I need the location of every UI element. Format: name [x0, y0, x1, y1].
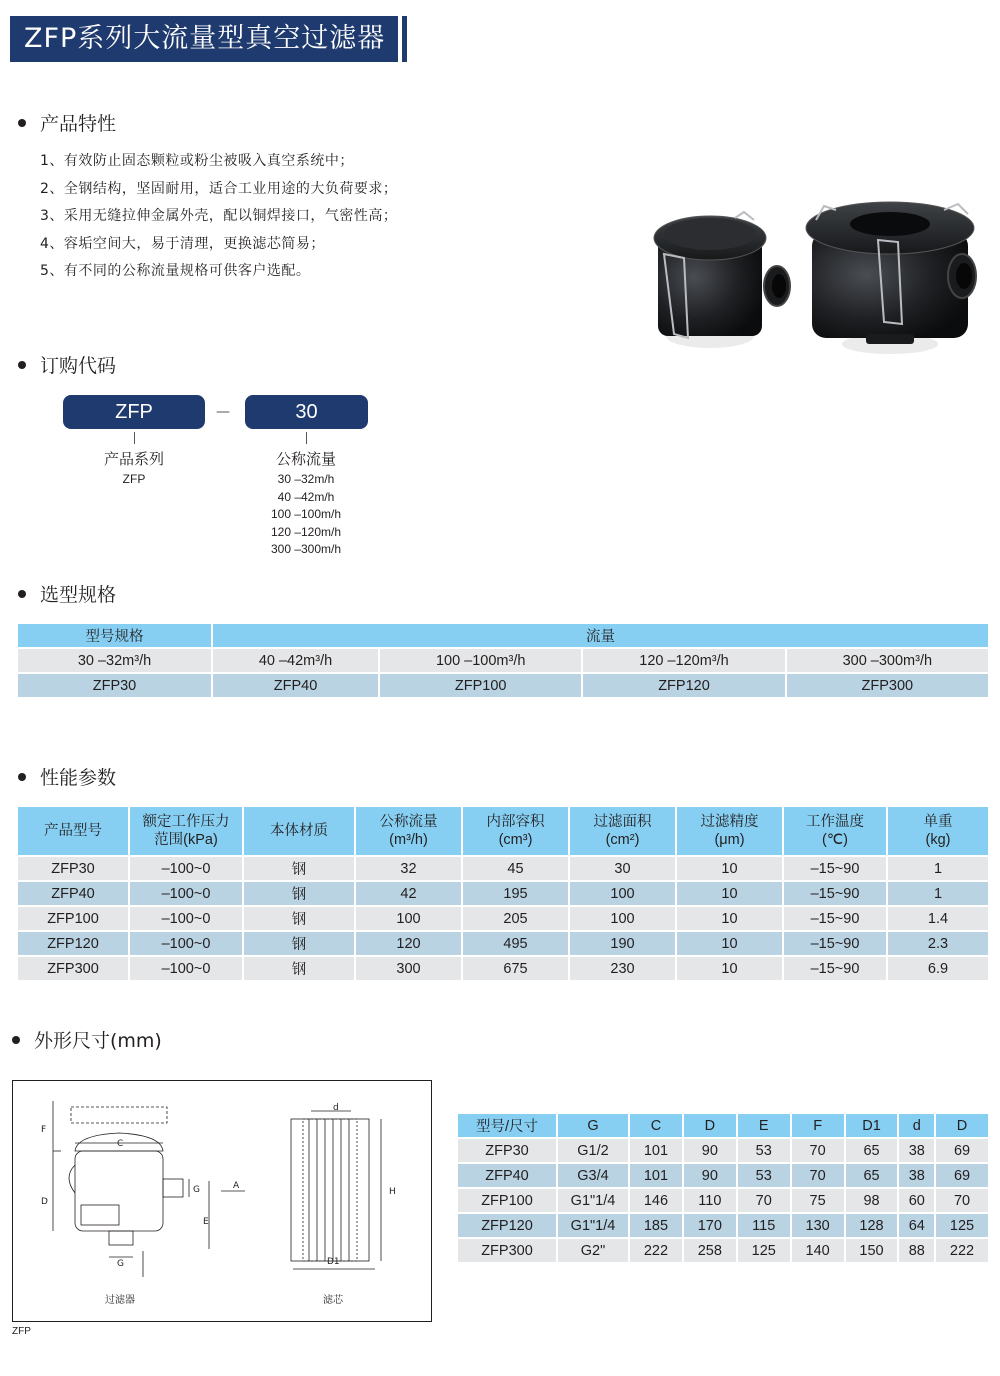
feature-item: 2、全钢结构，坚固耐用，适合工业用途的大负荷要求；	[40, 180, 398, 197]
performance-table	[16, 805, 990, 982]
series-code-box: ZFP	[63, 395, 205, 429]
table-row	[458, 1139, 988, 1162]
table-cell: 150	[846, 1239, 898, 1262]
bullet-icon	[18, 773, 26, 781]
dimension-body	[458, 1139, 988, 1262]
table-cell: 10	[677, 907, 782, 930]
table-header-cell: D	[936, 1114, 988, 1137]
table-cell: ZFP40	[458, 1164, 556, 1187]
table-cell: 53	[738, 1164, 790, 1187]
table-cell: 222	[936, 1239, 988, 1262]
table-cell: 100 –100m³/h	[380, 649, 581, 672]
table-row	[18, 932, 988, 955]
table-header-cell: F	[792, 1114, 844, 1137]
table-header-cell	[463, 807, 568, 855]
table-cell: ZFP30	[18, 674, 211, 697]
flow-option: 120 –120m/h	[270, 524, 342, 539]
table-cell: 70	[936, 1189, 988, 1212]
table-cell: ZFP120	[583, 674, 784, 697]
bullet-icon	[12, 1036, 20, 1044]
table-cell: 1.4	[888, 907, 988, 930]
flow-tick	[306, 432, 307, 444]
table-row	[18, 674, 988, 697]
table-cell: G1"1/4	[558, 1189, 628, 1212]
table-cell: ZFP120	[458, 1214, 556, 1237]
table-cell: –15~90	[784, 907, 886, 930]
product-photo	[640, 196, 980, 366]
table-header-cell: d	[899, 1114, 934, 1137]
drawing-footer: ZFP	[12, 1326, 31, 1337]
header-line: (cm³)	[498, 832, 533, 848]
table-row	[18, 649, 988, 672]
header-line: 公称流量	[379, 814, 438, 830]
table-cell: 钢	[244, 957, 354, 980]
table-cell: 30 –32m³/h	[18, 649, 211, 672]
table-cell: 125	[738, 1239, 790, 1262]
dim-label-E: E	[203, 1217, 209, 1227]
table-cell: 101	[630, 1139, 682, 1162]
bullet-icon	[18, 590, 26, 598]
table-cell: ZFP300	[458, 1239, 556, 1262]
bullet-icon	[18, 119, 26, 127]
section-selection-heading	[18, 580, 116, 607]
flow-option: 300 –300m/h	[270, 542, 342, 556]
table-cell: 222	[630, 1239, 682, 1262]
table-cell: 120 –120m³/h	[583, 649, 784, 672]
table-header-cell	[570, 807, 675, 855]
table-cell: 38	[899, 1164, 934, 1187]
section-order-heading	[18, 351, 116, 378]
table-cell: ZFP30	[18, 857, 128, 880]
table-cell: G2"	[558, 1239, 628, 1262]
table-header-cell: 流量	[213, 624, 988, 647]
table-cell: 190	[570, 932, 675, 955]
header-line: (μm)	[714, 832, 745, 848]
table-header-cell	[888, 807, 988, 855]
header-line: 过滤面积	[593, 814, 652, 830]
section-dimensions-heading	[12, 1026, 162, 1053]
table-cell: G1/2	[558, 1139, 628, 1162]
table-cell: 675	[463, 957, 568, 980]
table-cell: G1"1/4	[558, 1214, 628, 1237]
flow-option: 40 –42m/h	[277, 489, 335, 504]
table-cell: 100	[570, 907, 675, 930]
header-line: 过滤精度	[700, 814, 759, 830]
feature-item: 4、容垢空间大，易于清理，更换滤芯简易；	[40, 235, 325, 252]
table-cell: ZFP100	[458, 1189, 556, 1212]
table-cell: 1	[888, 882, 988, 905]
table-cell: 70	[738, 1189, 790, 1212]
table-cell: 185	[630, 1214, 682, 1237]
table-header-cell: G	[558, 1114, 628, 1137]
flow-options	[246, 471, 366, 559]
table-header-cell: 型号规格	[18, 624, 211, 647]
dimension-drawing	[12, 1080, 432, 1322]
table-cell: 140	[792, 1239, 844, 1262]
table-cell: 130	[792, 1214, 844, 1237]
table-header-cell	[18, 807, 128, 855]
selection-table	[16, 622, 990, 699]
table-header-row	[458, 1114, 988, 1137]
table-cell: 钢	[244, 882, 354, 905]
features-heading-text: 产品特性	[40, 113, 117, 135]
table-cell: ZFP40	[18, 882, 128, 905]
table-cell: 53	[738, 1139, 790, 1162]
feature-item: 5、有不同的公称流量规格可供客户选配。	[40, 263, 311, 280]
table-cell: –15~90	[784, 957, 886, 980]
table-cell: 128	[846, 1214, 898, 1237]
title-bar-accent	[402, 16, 407, 62]
table-cell: 60	[899, 1189, 934, 1212]
table-cell: 205	[463, 907, 568, 930]
table-cell: 101	[630, 1164, 682, 1187]
code-dash: —	[216, 404, 230, 420]
series-tick	[134, 432, 135, 444]
table-row	[458, 1164, 988, 1187]
table-cell: 6.9	[888, 957, 988, 980]
table-cell: 69	[936, 1139, 988, 1162]
header-line: (cm²)	[605, 832, 640, 848]
table-cell: ZFP100	[18, 907, 128, 930]
table-cell: 75	[792, 1189, 844, 1212]
table-header-cell	[677, 807, 782, 855]
table-cell: 495	[463, 932, 568, 955]
table-cell: 90	[684, 1164, 736, 1187]
table-cell: 100	[356, 907, 461, 930]
table-header-cell	[356, 807, 461, 855]
feature-item: 1、有效防止固态颗粒或粉尘被吸入真空系统中；	[40, 153, 354, 169]
table-cell: 40 –42m³/h	[213, 649, 378, 672]
dim-label-F: F	[41, 1125, 47, 1135]
table-cell: 钢	[244, 932, 354, 955]
table-row	[18, 907, 988, 930]
table-cell: 98	[846, 1189, 898, 1212]
series-value: ZFP	[122, 472, 146, 486]
table-cell: ZFP120	[18, 932, 128, 955]
table-header-cell: C	[630, 1114, 682, 1137]
dimension-table	[456, 1112, 990, 1264]
table-cell: 65	[846, 1139, 898, 1162]
table-cell: –100~0	[130, 932, 242, 955]
table-header-cell	[130, 807, 242, 855]
performance-heading-text: 性能参数	[40, 767, 117, 789]
page-title: ZFP系列大流量型真空过滤器	[10, 16, 398, 62]
table-row	[18, 857, 988, 880]
table-cell: 70	[792, 1164, 844, 1187]
performance-body	[18, 857, 988, 980]
flow-caption: 公称流量	[275, 450, 336, 468]
table-cell: 钢	[244, 907, 354, 930]
table-cell: ZFP30	[458, 1139, 556, 1162]
table-cell: G3/4	[558, 1164, 628, 1187]
table-cell: 钢	[244, 857, 354, 880]
table-cell: 2.3	[888, 932, 988, 955]
table-cell: 38	[899, 1139, 934, 1162]
table-header-cell: E	[738, 1114, 790, 1137]
table-cell: 70	[792, 1139, 844, 1162]
dim-label-A: A	[233, 1181, 240, 1191]
table-row	[458, 1189, 988, 1212]
table-cell: 10	[677, 857, 782, 880]
table-cell: 10	[677, 932, 782, 955]
table-cell: 64	[899, 1214, 934, 1237]
table-cell: ZFP100	[380, 674, 581, 697]
table-cell: 65	[846, 1164, 898, 1187]
feature-item: 3、采用无缝拉伸金属外壳，配以铜焊接口，气密性高；	[40, 208, 398, 225]
table-cell: –15~90	[784, 857, 886, 880]
selection-heading-text: 选型规格	[40, 584, 117, 606]
table-cell: 10	[677, 882, 782, 905]
bullet-icon	[18, 361, 26, 369]
table-row	[18, 957, 988, 980]
table-cell: –15~90	[784, 932, 886, 955]
flow-option: 100 –100m/h	[270, 507, 342, 521]
filter-caption: 过滤器	[105, 1295, 135, 1306]
dim-label-G-bottom: G	[117, 1259, 124, 1269]
table-header-cell: 型号/尺寸	[458, 1114, 556, 1137]
table-row	[458, 1214, 988, 1237]
table-cell: 300 –300m³/h	[787, 649, 988, 672]
table-cell: 32	[356, 857, 461, 880]
header-line: 内部容积	[486, 814, 545, 830]
table-cell: 10	[677, 957, 782, 980]
header-line: 产品型号	[44, 823, 102, 839]
header-line: 工作温度	[806, 814, 864, 830]
table-cell: 146	[630, 1189, 682, 1212]
table-cell: 42	[356, 882, 461, 905]
table-cell: 125	[936, 1214, 988, 1237]
table-cell: ZFP40	[213, 674, 378, 697]
table-cell: 45	[463, 857, 568, 880]
table-cell: 300	[356, 957, 461, 980]
dim-label-D1: D1	[327, 1257, 340, 1267]
table-cell: 1	[888, 857, 988, 880]
dimensions-heading-text: 外形尺寸(mm)	[34, 1030, 162, 1052]
table-cell: 90	[684, 1139, 736, 1162]
header-line: (℃)	[822, 832, 848, 848]
table-header-cell	[784, 807, 886, 855]
section-performance-heading	[18, 763, 116, 790]
table-header-cell: D	[684, 1114, 736, 1137]
element-caption: 滤芯	[323, 1295, 343, 1306]
flow-option: 30 –32m/h	[277, 472, 335, 486]
dim-label-D: D	[41, 1197, 48, 1207]
table-row	[18, 882, 988, 905]
table-cell: 69	[936, 1164, 988, 1187]
table-cell: ZFP300	[787, 674, 988, 697]
table-cell: –100~0	[130, 857, 242, 880]
dim-label-H: H	[389, 1187, 396, 1197]
table-cell: 170	[684, 1214, 736, 1237]
header-line: 本体材质	[270, 823, 328, 839]
feature-list	[40, 148, 397, 286]
table-cell: –15~90	[784, 882, 886, 905]
header-line: 额定工作压力	[142, 814, 230, 830]
table-cell: 115	[738, 1214, 790, 1237]
table-cell: 30	[570, 857, 675, 880]
header-line: 单重	[923, 814, 953, 830]
table-header-row	[18, 807, 988, 855]
dim-label-C: C	[117, 1139, 124, 1149]
section-features-heading	[18, 109, 116, 136]
dim-label-d: d	[333, 1103, 339, 1113]
table-cell: ZFP300	[18, 957, 128, 980]
table-header-cell: D1	[846, 1114, 898, 1137]
table-cell: 100	[570, 882, 675, 905]
table-cell: 110	[684, 1189, 736, 1212]
flow-code-box: 30	[245, 395, 368, 429]
table-cell: 230	[570, 957, 675, 980]
table-cell: 258	[684, 1239, 736, 1262]
table-cell: –100~0	[130, 882, 242, 905]
order-heading-text: 订购代码	[40, 355, 117, 377]
header-line: (kg)	[925, 832, 951, 848]
header-line: 范围(kPa)	[154, 832, 218, 848]
table-row	[18, 624, 988, 647]
table-cell: –100~0	[130, 907, 242, 930]
table-cell: 88	[899, 1239, 934, 1262]
dim-label-G: G	[193, 1185, 200, 1195]
table-row	[458, 1239, 988, 1262]
table-cell: –100~0	[130, 957, 242, 980]
table-cell: 120	[356, 932, 461, 955]
series-caption: 产品系列	[103, 450, 164, 468]
header-line: (m³/h)	[389, 832, 428, 848]
table-header-cell	[244, 807, 354, 855]
table-cell: 195	[463, 882, 568, 905]
